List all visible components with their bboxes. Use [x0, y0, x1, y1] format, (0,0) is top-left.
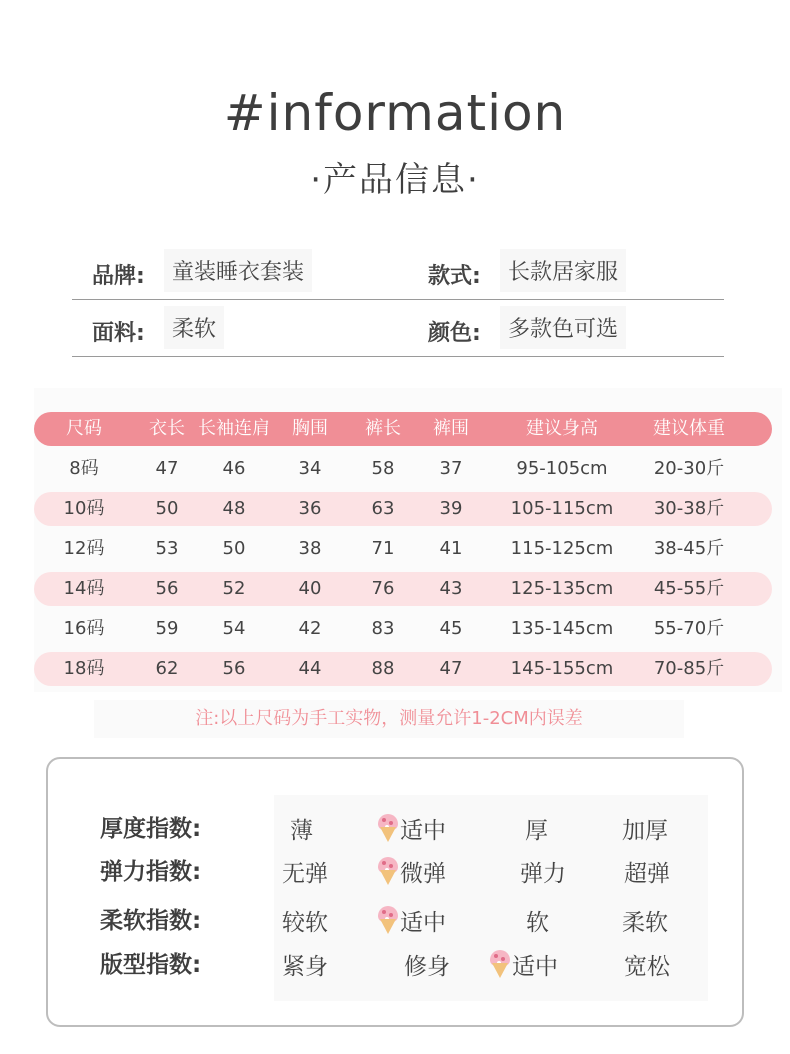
cell-height: 135-145cm [510, 618, 614, 639]
cell-chest: 34 [298, 458, 322, 479]
cell-pants-length: 58 [371, 458, 395, 479]
index-option-text: 无弹 [282, 861, 328, 887]
index-option [622, 812, 668, 845]
header-size: 尺码 [66, 418, 102, 439]
cell-length: 59 [155, 618, 179, 639]
index-option [525, 812, 548, 845]
cell-height: 95-105cm [516, 458, 608, 479]
index-option-text: 薄 [290, 818, 313, 844]
cell-sleeve: 46 [222, 458, 246, 479]
style-value: 长款居家服 [500, 249, 626, 292]
brand-label: 品牌: [92, 264, 145, 289]
cell-size: 18码 [63, 658, 105, 679]
index-option-text: 微弹 [400, 861, 446, 887]
size-table-header [34, 412, 772, 446]
header-height: 建议身高 [526, 418, 598, 439]
cell-height: 105-115cm [510, 498, 614, 519]
fabric-value: 柔软 [164, 306, 224, 349]
table-row [34, 612, 772, 646]
index-option-text: 较软 [282, 910, 328, 936]
table-row [34, 572, 772, 606]
cell-chest: 40 [298, 578, 322, 599]
cell-pants-length: 76 [371, 578, 395, 599]
cell-weight: 20-30斤 [653, 458, 725, 479]
index-option-selected [378, 812, 446, 845]
index-option-text: 适中 [400, 818, 446, 844]
cell-length: 53 [155, 538, 179, 559]
ice-cream-icon [490, 950, 510, 978]
header-pants-waist: 裤围 [433, 418, 469, 439]
cell-size: 12码 [63, 538, 105, 559]
page-title-en: #information [223, 84, 567, 142]
cell-pants-length: 83 [371, 618, 395, 639]
index-option-text: 适中 [400, 910, 446, 936]
cell-pants-waist: 41 [439, 538, 463, 559]
cell-weight: 30-38斤 [653, 498, 725, 519]
size-note: 注:以上尺码为手工实物，测量允许1-2CM内误差 [94, 700, 684, 738]
index-option-text: 柔软 [622, 910, 668, 936]
header-weight: 建议体重 [653, 418, 725, 439]
table-row [34, 532, 772, 566]
cell-length: 47 [155, 458, 179, 479]
index-label: 版型指数: [100, 952, 202, 978]
ice-cream-icon [378, 814, 398, 842]
index-option-text: 修身 [404, 954, 450, 980]
color-value: 多款色可选 [500, 306, 626, 349]
cell-sleeve: 48 [222, 498, 246, 519]
cell-height: 145-155cm [510, 658, 614, 679]
index-option [404, 948, 450, 981]
table-row [34, 652, 772, 686]
cell-sleeve: 52 [222, 578, 246, 599]
table-row [34, 452, 772, 486]
cell-pants-waist: 39 [439, 498, 463, 519]
cell-pants-length: 63 [371, 498, 395, 519]
cell-length: 62 [155, 658, 179, 679]
cell-weight: 70-85斤 [653, 658, 725, 679]
cell-chest: 44 [298, 658, 322, 679]
cell-length: 50 [155, 498, 179, 519]
header-chest: 胸围 [292, 418, 328, 439]
ice-cream-icon [378, 906, 398, 934]
index-option [624, 948, 670, 981]
header-length: 衣长 [149, 418, 185, 439]
index-option [622, 904, 668, 937]
index-option [282, 904, 328, 937]
cell-chest: 42 [298, 618, 322, 639]
cell-size: 8码 [69, 458, 99, 479]
index-option [526, 904, 549, 937]
cell-pants-length: 71 [371, 538, 395, 559]
cell-sleeve: 50 [222, 538, 246, 559]
cell-sleeve: 54 [222, 618, 246, 639]
index-option [520, 855, 566, 888]
index-option-text: 软 [526, 910, 549, 936]
cell-chest: 36 [298, 498, 322, 519]
cell-chest: 38 [298, 538, 322, 559]
cell-pants-waist: 37 [439, 458, 463, 479]
index-label: 弹力指数: [100, 859, 202, 885]
cell-weight: 38-45斤 [653, 538, 725, 559]
cell-pants-length: 88 [371, 658, 395, 679]
style-label: 款式: [428, 264, 481, 289]
cell-pants-waist: 43 [439, 578, 463, 599]
cell-size: 10码 [63, 498, 105, 519]
info-row-fabric-color [72, 300, 724, 357]
index-label: 厚度指数: [100, 816, 202, 842]
cell-sleeve: 56 [222, 658, 246, 679]
index-option [290, 812, 313, 845]
cell-height: 125-135cm [510, 578, 614, 599]
index-option-text: 加厚 [622, 818, 668, 844]
cell-size: 14码 [63, 578, 105, 599]
index-option [624, 855, 670, 888]
cell-weight: 45-55斤 [653, 578, 725, 599]
cell-length: 56 [155, 578, 179, 599]
index-option-text: 宽松 [624, 954, 670, 980]
index-option-selected [378, 904, 446, 937]
cell-size: 16码 [63, 618, 105, 639]
index-option [282, 855, 328, 888]
color-label: 颜色: [428, 321, 481, 346]
cell-height: 115-125cm [510, 538, 614, 559]
index-option [282, 948, 328, 981]
info-row-brand-style [72, 243, 724, 300]
index-option-selected [490, 948, 558, 981]
index-label: 柔软指数: [100, 908, 202, 934]
index-option-text: 紧身 [282, 954, 328, 980]
index-option-text: 厚 [525, 818, 548, 844]
header-sleeve: 长袖连肩 [198, 418, 270, 439]
cell-pants-waist: 47 [439, 658, 463, 679]
fabric-label: 面料: [92, 321, 145, 346]
table-row [34, 492, 772, 526]
page-title-cn: ·产品信息· [310, 160, 480, 200]
index-option-text: 适中 [512, 954, 558, 980]
ice-cream-icon [378, 857, 398, 885]
index-option-text: 超弹 [624, 861, 670, 887]
cell-weight: 55-70斤 [653, 618, 725, 639]
brand-value: 童装睡衣套装 [164, 249, 312, 292]
cell-pants-waist: 45 [439, 618, 463, 639]
index-option-text: 弹力 [520, 861, 566, 887]
header-pants-length: 裤长 [365, 418, 401, 439]
index-option-selected [378, 855, 446, 888]
